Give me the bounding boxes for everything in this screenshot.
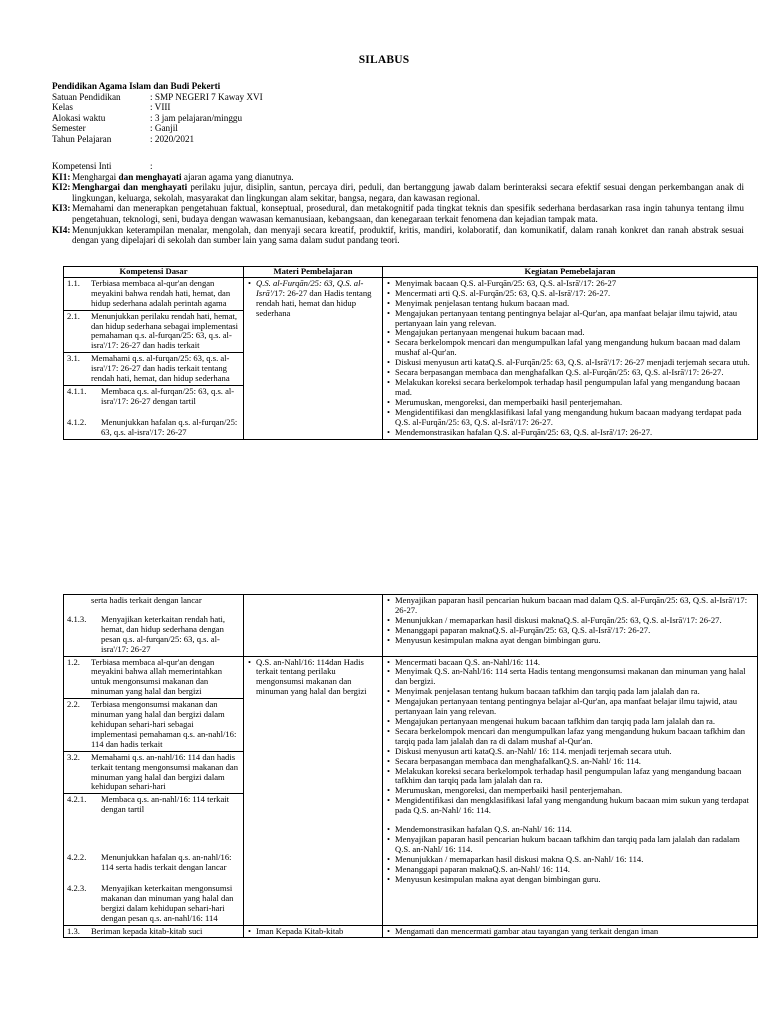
kd-item: 2.1. Menunjukkan perilaku rendah hati, hemat, dan hidup sederhana sebagai implementasi pemahaman q.s. al-furqan/25: 63, q.s. al- isra'/17: 26-27 dan hadis terkait [64,311,243,354]
list-item: • Secara berkelompok mencari dan mengumpulkan lafaz yang mengandung hukum bacaan tafkhim dan tarqiq pada lam jalalah dan ra di dalam mushaf al-Qur'an. [386,727,754,747]
kd-item: 1.1. Terbiasa membaca al-qur'an dengan meyakini bahwa rendah hati, hemat, dan hidup sederhana adalah perintah agama [64,278,243,311]
kd-continuation: serta hadis terkait dengan lancar [91,595,202,605]
kegiatan-list [386,825,754,884]
list-item: • Menunjukkan / memaparkan hasil diskusi makna Q.S. an-Nahl/ 16: 114. [386,855,754,865]
table-row [64,595,758,657]
table-header-row [64,267,758,278]
list-item: • Mengajukan pertanyaan mengenai hukum bacaan mad. [386,328,754,338]
kd-item: 3.2. Memahami q.s. an-nahl/16: 114 dan hadis terkait tentang mengonsumsi makanan dan minuman yang halal dan bergizi dalam kehidupan sehari-hari [64,752,243,795]
list-item: • Menyusun kesimpulan makna ayat dengan bimbingan guru. [386,875,754,885]
list-item: • Mendemonstrasikan hafalan Q.S. an-Nahl/ 16: 114. [386,825,754,835]
info-row: Kelas : VIII [52,102,171,113]
list-item: • Merumuskan, mengoreksi, dan memperbaiki hasil penterjemahan. [386,786,754,796]
list-item: • Mengamati dan mencermati gambar atau tayangan yang terkait dengan iman [386,927,754,937]
kegiatan-list [386,279,754,438]
list-item: • Secara berpasangan membaca dan menghafalkanQ.S. an-Nahl/ 16: 114. [386,757,754,767]
document-title: SILABUS [358,54,410,66]
syllabus-table-continued [63,594,758,938]
list-item: • Mengajukan pertanyaan tentang pentingnya belajar al-Qur'an, apa manfaat belajar ilmu tajwid, atau pertanyaan lain yang relevan. [386,697,754,717]
table-row [64,277,758,439]
list-item: • Diskusi menyusun arti kataQ.S. an-Nahl/ 16: 114. menjadi terjemah secara utuh. [386,747,754,757]
list-item: • Menyusun kesimpulan makna ayat dengan bimbingan guru. [386,636,754,646]
kd-item: 1.3. Beriman kepada kitab-kitab suci [67,925,203,936]
list-item: • Melakukan koreksi secara berkelompok terhadap hasil pengumpulan lafal yang mengandung bacaan mad. [386,378,754,398]
info-row: Alokasi waktu : 3 jam pelajaran/minggu [52,112,243,123]
list-item: • Mencermati bacaan Q.S. an-Nahl/16: 114. [386,658,754,668]
kd-item: 4.2.3. Menyajikan keterkaitan mengonsumsi makanan dan minuman yang halal dan bergizi dalam kehidupan sehari-hari dengan pesan q.s. an-nahl/16: 114 [67,882,234,923]
list-item: • Mengidentifikasi dan mengklasifikasi lafal yang mengandung hukum bacaan mim sukun yang terdapat pada Q.S. an-Nahl/ 16: 114. [386,796,754,816]
list-item: • Mencermati arti Q.S. al-Furqān/25: 63, Q.S. al-Isrā'/17: 26-27. [386,289,754,299]
list-item: • Menunjukkan / memaparkan hasil diskusi maknaQ.S. al-Furqān/25: 63, Q.S. al-Isrā'/17: 26-27. [386,616,754,626]
kd-item: 4.2.2. Menunjukkan hafalan q.s. an-nahl/16: 114 serta hadis terkait dengan lancar [67,852,232,873]
subject-name: Pendidikan Agama Islam dan Budi Pekerti [52,81,221,91]
list-item: • Secara berkelompok mencari dan mengumpulkan lafal yang mengandung hukum bacaan mad dalam mushaf al-Qur'an. [386,338,754,358]
list-item: • Mengajukan pertanyaan tentang pentingnya belajar al-Qur'an, apa manfaat belajar ilmu tajwid, atau pertanyaan lain yang relevan. [386,309,754,329]
info-row: Satuan Pendidikan : SMP NEGERI 7 Kaway XVI [52,91,263,102]
syllabus-table [63,266,758,440]
list-item: • Menyimak Q.S. an-Nahl/16: 114 serta Hadis tentang mengonsumsi makanan dan minuman yang halal dan bergizi. [386,667,754,687]
kd-item: 4.2.1. Membaca q.s. an-nahl/16: 114 terkait dengan tartil [67,794,230,815]
list-item: • Menyimak penjelasan tentang hukum bacaan tafkhim dan tarqiq pada lam jalalah dan ra. [386,687,754,697]
kd-item: 4.1.1. Membaca q.s. al-furqan/25: 63, q.s. al-isra'/17: 26-27 dengan tartil [67,385,235,406]
ki-item: KI1: Menghargai dan menghayati ajaran agama yang dianutnya. [52,171,294,182]
list-item: • Menyajikan paparan hasil pencarian hukum bacaan mad dalam Q.S. al-Furqān/25: 63, Q.S. al-Isrā'/17: 26-27. [386,596,754,616]
list-item: • Mendemonstrasikan hafalan Q.S. al-Furqān/25: 63, Q.S. al-Isrā'/17: 26-27. [386,428,754,438]
materi-item: • Iman Kepada Kitab-kitab [247,927,379,937]
kd-item: 4.1.3. Menyajikan keterkaitan rendah hati, hemat, dan hidup sederhana dengan pesan q.s. al-furqan/25: 63, q.s. al-isra'/17: 26-27 [67,613,226,654]
kompetensi-inti-block [52,161,744,246]
list-item: • Secara berpasangan membaca dan menghafalkan Q.S. al-Furqān/25: 63, Q.S. al-Isrā'/17: 26-27. [386,368,754,378]
kd-item: 3.1. Memahami q.s. al-furqan/25: 63, q.s. al-isra'/17: 26-27 dan hadis terkait tentang rendah hati, hemat, dan hidup sederhana [64,353,243,386]
materi-item: • Q.S. al-Furqān/25: 63, Q.S. al-Isrā'/17: 26-27 dan Hadis tentang rendah hati, hemat dan hidup sederhana [247,279,379,319]
ki-item: KI2: Menghargai dan menghayati perilaku jujur, disiplin, santun, percaya diri, peduli, dan bertanggung jawab dalam berinteraksi secara efektif sesuai dengan perkembangan anak di lingkungan, keluarga, sekolah, masyarakat dan lingkungan alam sekitar, bangsa, negara, dan kawasan regional. [52,182,744,203]
list-item: • Mengidentifikasi dan mengklasifikasi lafal yang mengandung hukum bacaan madyang terdapat pada Q.S. al-Furqān/25: 63, Q.S. al-Isrā'/17: 26-27. [386,408,754,428]
kd-item: 1.2. Terbiasa membaca al-qur'an dengan meyakini bahwa allah memerintahkan untuk mengonsumsi makanan dan minuman yang halal dan bergizi [64,657,243,700]
header-kegiatan: Kegiatan Pemebelajaran [383,267,758,278]
list-item: • Menyimak bacaan Q.S. al-Furqān/25: 63, Q.S. al-Isrā'/17: 26-27 [386,279,754,289]
kd-item: 4.1.2. Menunjukkan hafalan q.s. al-furqan/25: 63, q.s. al-isra'/17: 26-27 [67,416,238,437]
materi-item: • Q.S. an-Nahl/16: 114dan Hadis terkait tentang perilaku mengonsumsi makanan dan minuman yang halal dan bergizi [247,658,379,698]
list-item: • Menyajikan paparan hasil pencarian hukum bacaan tafkhim dan tarqiq pada lam jalalah dan radalam Q.S. an-Nahl/ 16: 114. [386,835,754,855]
list-item: • Menyimak penjelasan tentang hukum bacaan mad. [386,299,754,309]
ki-heading: Kompetensi Inti : [52,161,153,171]
kegiatan-list [386,596,754,646]
table-row [64,656,758,925]
document-page-2 [0,594,768,1024]
identity-block [52,81,263,145]
info-row: Tahun Pelajaran : 2020/2021 [52,133,195,144]
list-item: • Merumuskan, mengoreksi, dan memperbaiki hasil penterjemahan. [386,398,754,408]
kd-item: 2.2. Terbiasa mengonsumsi makanan dan minuman yang halal dan bergizi dalam kehidupan sehari-hari sebagai implementasi pemahaman q.s. an-nahl/16: 114 dan hadis terkait [64,699,243,752]
list-item: • Menanggapi paparan maknaQ.S. an-Nahl/ 16: 114. [386,865,754,875]
info-row: Semester : Ganjil [52,123,178,134]
ki-item: KI3: Memahami dan menerapkan pengetahuan faktual, konseptual, prosedural, dan metakognitif pada tingkat teknis dan spesifik sederhana berdasarkan rasa ingin tahunya tentang ilmu pengetahuan, teknologi, seni, budaya dengan wawasan kemanusiaan, kebangsaan, dan kenegaraan terkait fenomena dan kejadian tampak mata. [52,203,744,224]
header-materi: Materi Pembelajaran [244,267,383,278]
kegiatan-list [386,658,754,817]
list-item: • Mengajukan pertanyaan mengenai hukum bacaan tafkhim dan tarqiq pada lam jalalah dan ra. [386,717,754,727]
header-kompetensi-dasar: Kompetensi Dasar [64,267,244,278]
list-item: • Menanggapi paparan maknaQ.S. al-Furqān/25: 63, Q.S. al-Isrā'/17: 26-27. [386,626,754,636]
list-item: • Diskusi menyusun arti kataQ.S. al-Furqān/25: 63, Q.S. al-Isrā'/17: 26-27 menjadi terjemah secara utuh. [386,358,754,368]
table-row [64,925,758,938]
ki-item: KI4: Menunjukkan keterampilan menalar, mengolah, dan menyaji secara kreatif, produktif, kritis, mandiri, kolaboratif, dan komunikatif, dalam ranah konkret dan ranah abstrak sesuai dengan yang dipelajari di sekolah dan sumber lain yang sama dalam sudut pandang teori. [52,224,744,246]
list-item: • Melakukan koreksi secara berkelompok terhadap hasil pengumpulan lafaz yang mengandung bacaan tafkhim dan tarqiq pada lam jalalah dan ra. [386,767,754,787]
